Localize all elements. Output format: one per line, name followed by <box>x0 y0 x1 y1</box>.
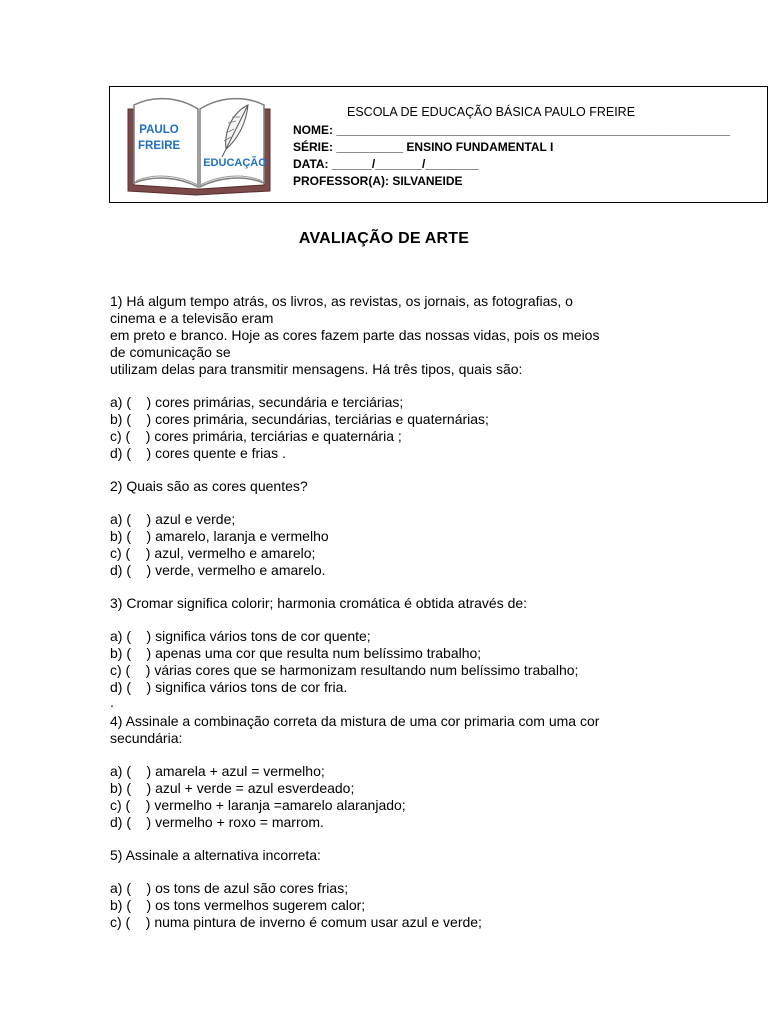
answer-option[interactable]: b) ( ) apenas uma cor que resulta num belíssimo trabalho; <box>110 645 482 661</box>
answer-option[interactable]: b) ( ) cores primária, secundárias, terciárias e quaternárias; <box>110 411 489 427</box>
question-text: 3) Cromar significa colorir; harmonia cromática é obtida através de: <box>110 595 528 611</box>
answer-option[interactable]: d) ( ) verde, vermelho e amarelo. <box>110 562 326 578</box>
question-text: 5) Assinale a alternativa incorreta: <box>110 847 321 863</box>
question-text: 1) Há algum tempo atrás, os livros, as revistas, os jornais, as fotografias, o cinema e a televisão eram em preto e branco. Hoje as cores fazem parte das nossas vidas, pois os meios de comunicação se utilizam delas para transmitir mensagens. Há três tipos, quais são: <box>110 293 600 377</box>
answer-option[interactable]: b) ( ) amarelo, laranja e vermelho <box>110 528 329 544</box>
grade-field[interactable]: SÉRIE: __________ ENSINO FUNDAMENTAL I <box>293 140 554 154</box>
name-field[interactable]: NOME: ___________________________________________________________ <box>293 123 731 137</box>
exam-title <box>0 230 768 248</box>
date-field[interactable]: DATA: ______/_______/________ <box>293 157 479 171</box>
teacher-field: PROFESSOR(A): SILVANEIDE <box>293 174 463 188</box>
answer-option[interactable]: c) ( ) numa pintura de inverno é comum usar azul e verde; <box>110 914 482 930</box>
answer-option[interactable]: a) ( ) cores primárias, secundária e terciárias; <box>110 394 404 410</box>
answer-option[interactable]: d) ( ) cores quente e frias . <box>110 445 286 461</box>
answer-option[interactable]: c) ( ) vermelho + laranja =amarelo alaranjado; <box>110 797 406 813</box>
logo-paulo-text: PAULO <box>139 124 179 136</box>
question-3 <box>110 595 670 696</box>
answer-option[interactable]: a) ( ) significa vários tons de cor quente; <box>110 628 371 644</box>
answer-option[interactable]: d) ( ) vermelho + roxo = marrom. <box>110 814 324 830</box>
question-text: 2) Quais são as cores quentes? <box>110 478 308 494</box>
question-text: 4) Assinale a combinação correta da mistura de uma cor primaria com uma cor secundária: <box>110 713 600 746</box>
question-1 <box>110 293 670 462</box>
header-box <box>109 86 768 203</box>
logo-educacao-text: EDUCAÇÃO <box>203 157 267 169</box>
answer-option[interactable]: a) ( ) amarela + azul = vermelho; <box>110 763 325 779</box>
questions-list <box>110 293 670 931</box>
answer-option[interactable]: b) ( ) os tons vermelhos sugerem calor; <box>110 897 366 913</box>
question-4 <box>110 713 670 831</box>
stray-dot: . <box>110 694 114 710</box>
logo-freire-text: FREIRE <box>138 140 181 152</box>
answer-option[interactable]: b) ( ) azul + verde = azul esverdeado; <box>110 780 355 796</box>
school-logo <box>124 91 274 199</box>
student-info-fields <box>293 122 730 190</box>
answer-option[interactable]: d) ( ) significa vários tons de cor fria. <box>110 679 348 695</box>
answer-option[interactable]: c) ( ) várias cores que se harmonizam resultando num belíssimo trabalho; <box>110 662 579 678</box>
school-name: ESCOLA DE EDUCAÇÃO BÁSICA PAULO FREIRE <box>347 105 636 119</box>
answer-option[interactable]: c) ( ) azul, vermelho e amarelo; <box>110 545 316 561</box>
answer-option[interactable]: c) ( ) cores primária, terciárias e quaternária ; <box>110 428 402 444</box>
answer-option[interactable]: a) ( ) azul e verde; <box>110 511 236 527</box>
answer-option[interactable]: a) ( ) os tons de azul são cores frias; <box>110 880 349 896</box>
exam-title-text: AVALIAÇÃO DE ARTE <box>298 230 470 247</box>
question-5 <box>110 847 670 931</box>
question-2 <box>110 478 670 579</box>
